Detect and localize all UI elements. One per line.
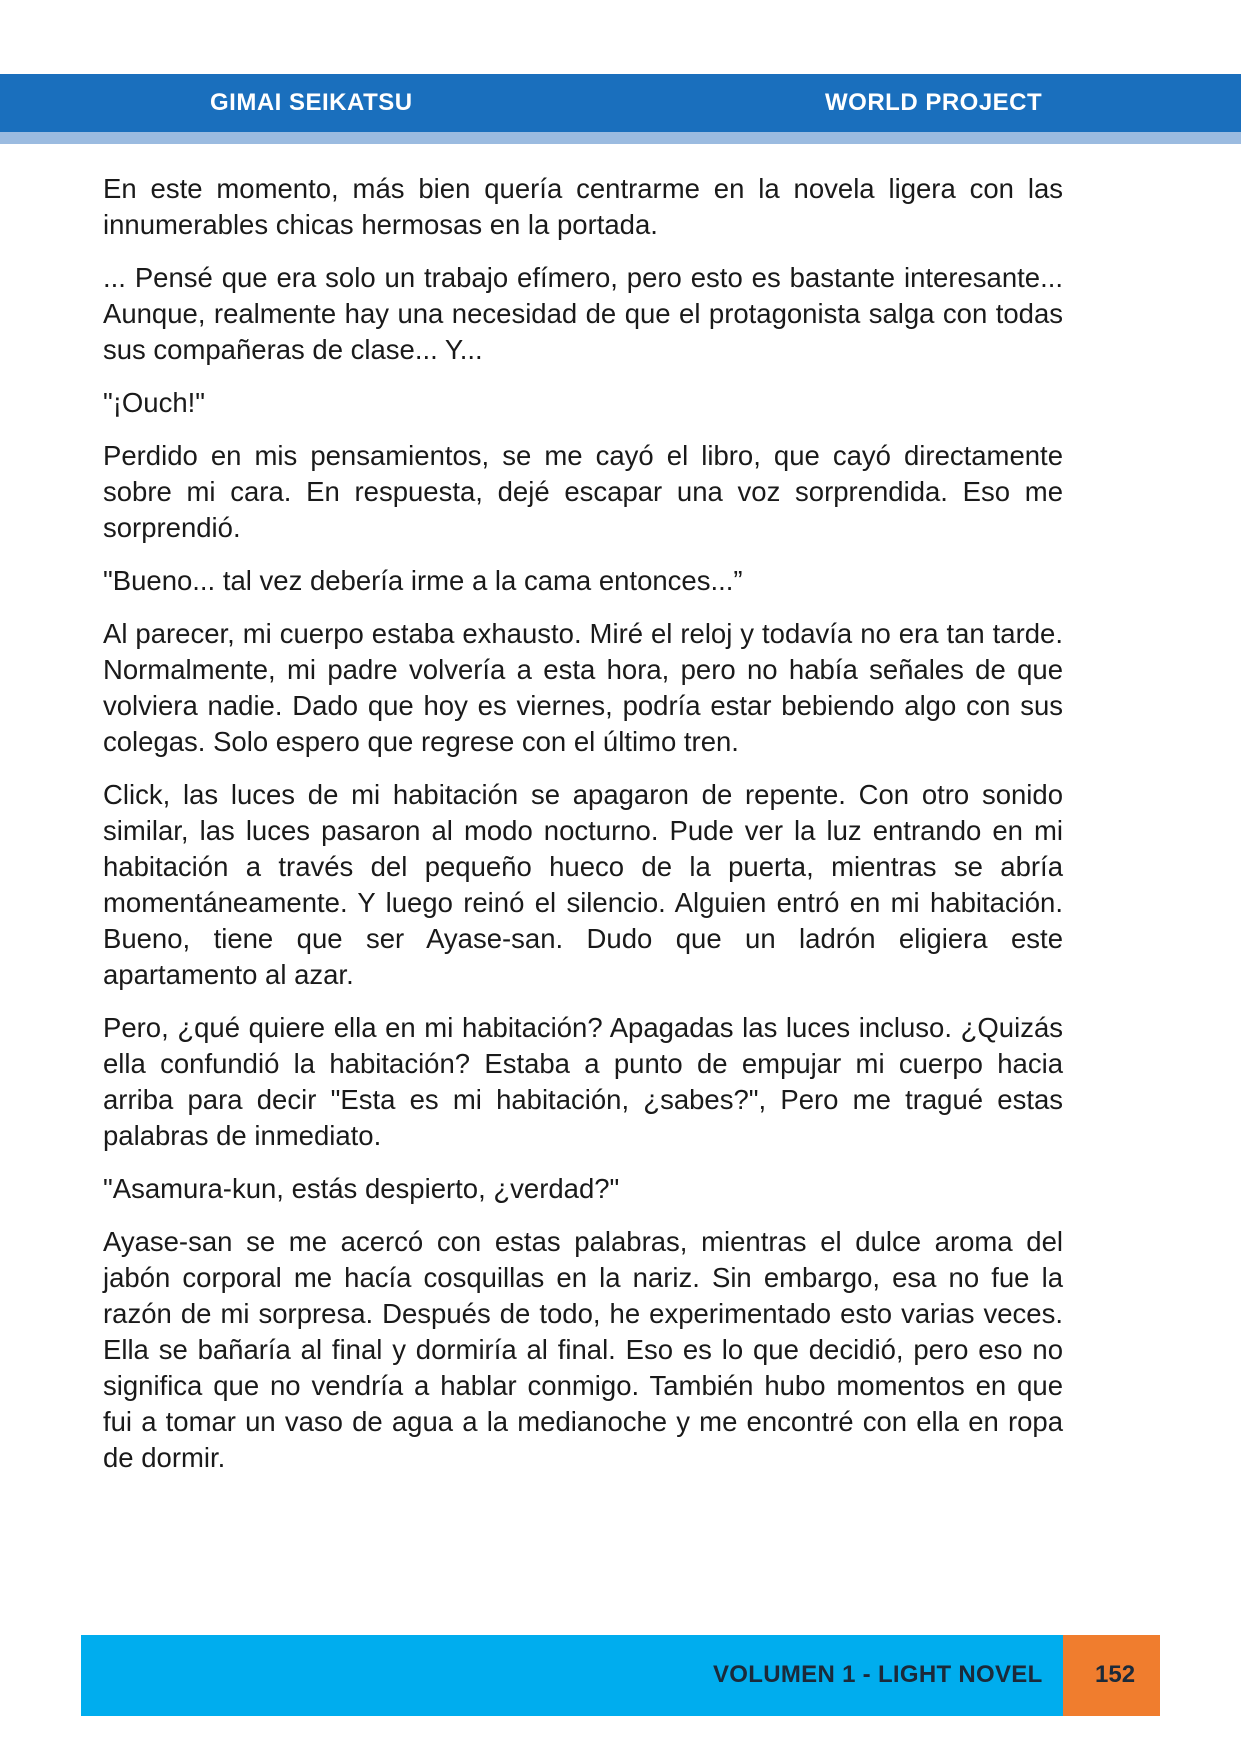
paragraph: Ayase-san se me acercó con estas palabras, mientras el dulce aroma del jabón corporal me hacía cosquillas en la nariz. Sin embargo, esa no fue la razón de mi sorpresa. Después de todo, he experimentado esto varias veces. Ella se bañaría al final y dormiría al final. Eso es lo que decidió, pero eso no significa que no vendría a hablar conmigo. También hubo momentos en que fui a tomar un vaso de agua a la medianoche y me encontré con ella en ropa de dormir.	[103, 1226, 1063, 1473]
header-shadow	[0, 132, 1241, 144]
paragraph: "Asamura-kun, estás despierto, ¿verdad?"	[103, 1173, 620, 1204]
page-number: 152	[1095, 1661, 1136, 1688]
paragraph: Perdido en mis pensamientos, se me cayó el libro, que cayó directamente sobre mi cara. En respuesta, dejé escapar una voz sorprendida. Eso me sorprendió.	[103, 440, 1063, 543]
paragraph: Click, las luces de mi habitación se apagaron de repente. Con otro sonido similar, las luces pasaron al modo nocturno. Pude ver la luz entrando en mi habitación a través del pequeño hueco de la puerta, mientras se abría momentáneamente. Y luego reinó el silencio. Alguien entró en mi habitación. Bueno, tiene que ser Ayase-san. Dudo que un ladrón eligiera este apartamento al azar.	[103, 779, 1063, 990]
paragraph: Pero, ¿qué quiere ella en mi habitación? Apagadas las luces incluso. ¿Quizás ella confundió la habitación? Estaba a punto de empujar mi cuerpo hacia arriba para decir "Esta es mi habitación, ¿sabes?", Pero me tragué estas palabras de inmediato.	[103, 1012, 1063, 1151]
header-right-title: WORLD PROJECT	[825, 89, 1043, 116]
page-body	[103, 171, 1063, 1493]
header-left-title: GIMAI SEIKATSU	[210, 89, 413, 116]
paragraph: Al parecer, mi cuerpo estaba exhausto. Miré el reloj y todavía no era tan tarde. Normalmente, mi padre volvería a esta hora, pero no había señales de que volviera nadie. Dado que hoy es viernes, podría estar bebiendo algo con sus colegas. Solo espero que regrese con el último tren.	[103, 618, 1063, 757]
paragraph: ... Pensé que era solo un trabajo efímero, pero esto es bastante interesante... Aunque, realmente hay una necesidad de que el protagonista salga con todas sus compañeras de clase... Y...	[103, 262, 1063, 365]
paragraph: En este momento, más bien quería centrarme en la novela ligera con las innumerables chicas hermosas en la portada.	[103, 173, 1063, 240]
paragraph: "Bueno... tal vez debería irme a la cama entonces...”	[103, 565, 743, 596]
paragraph: "¡Ouch!"	[103, 387, 206, 418]
header-bar	[0, 74, 1241, 132]
footer-volume-label: VOLUMEN 1 - LIGHT NOVEL	[713, 1661, 1043, 1688]
